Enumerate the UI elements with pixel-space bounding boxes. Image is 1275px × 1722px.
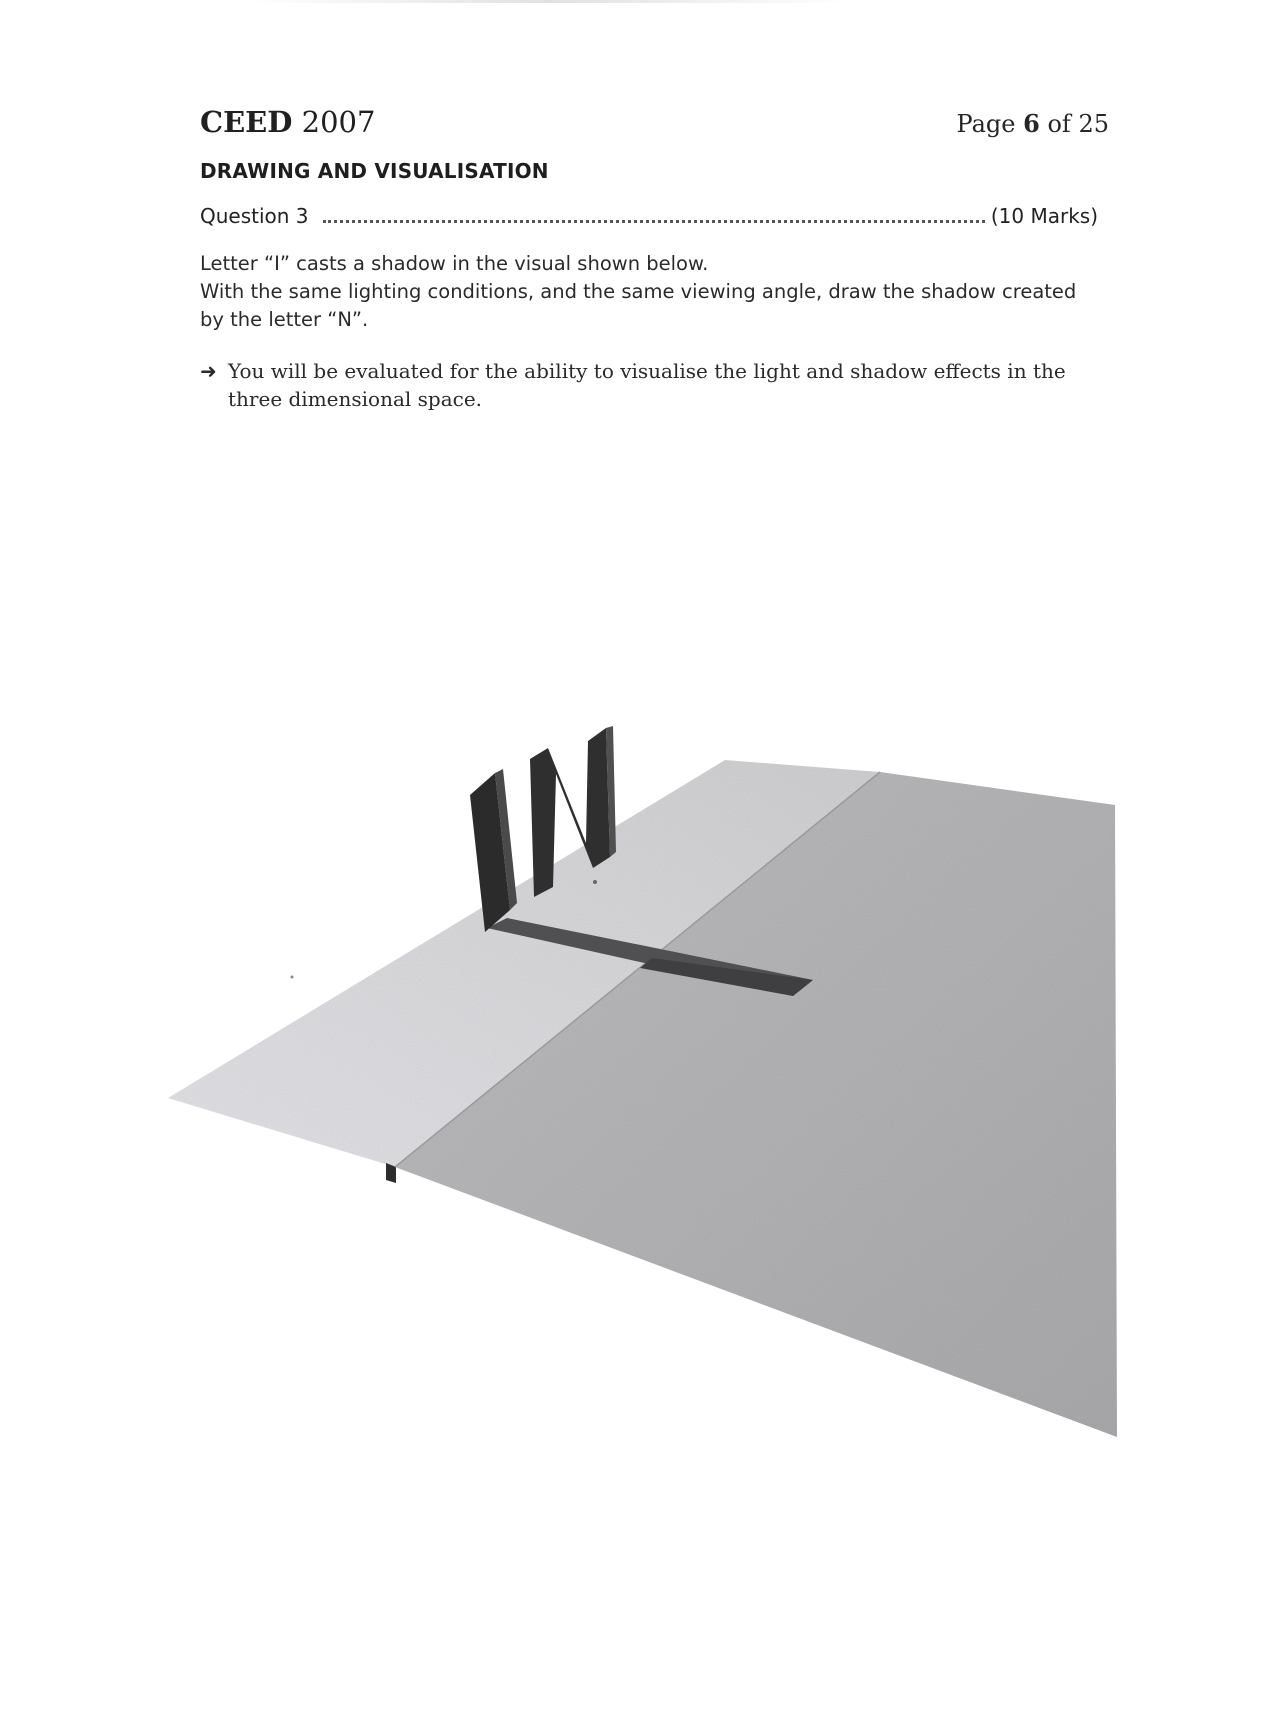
page-number: 6 (1023, 109, 1040, 138)
instruction-line: With the same lighting conditions, and the same viewing angle, draw the shadow created by the letter “N”. (200, 280, 1077, 331)
exam-year: 2007 (301, 105, 376, 139)
scan-artifact (250, 0, 850, 3)
evaluation-note (200, 357, 1100, 413)
letter-n-side (606, 726, 616, 857)
lower-ground-plane (395, 772, 1117, 1437)
stray-dot (593, 880, 597, 884)
letter-i (470, 773, 510, 932)
right-arrow-icon: ➜ (200, 359, 217, 383)
section-title: DRAWING AND VISUALISATION (200, 159, 549, 183)
step-edge-line (395, 772, 880, 1167)
page-mid: of (1047, 110, 1071, 138)
page-total: 25 (1078, 110, 1109, 138)
note-line-1: You will be evaluated for the ability to visualise the light and shadow effects in the (228, 359, 1066, 383)
exam-code: CEED (200, 105, 293, 139)
stray-dot (291, 976, 294, 979)
letter-i-shadow (487, 918, 813, 996)
question-header (200, 199, 1098, 229)
upper-ground-plane (168, 760, 880, 1167)
page-prefix: Page (956, 110, 1016, 138)
letter-n (530, 728, 610, 897)
page-indicator (957, 108, 1109, 140)
question-label: Question 3 (200, 204, 309, 228)
instruction-line: Letter “I” casts a shadow in the visual shown below. (200, 252, 709, 275)
letter-i-shadow-lower (640, 958, 813, 996)
note-line-2: three dimensional space. (228, 387, 483, 411)
exam-title (200, 104, 375, 140)
question-instructions (200, 250, 1100, 334)
step-edge (386, 1163, 396, 1183)
dotted-leader (323, 217, 985, 223)
question-marks: (10 Marks) (990, 204, 1098, 228)
letter-i-side (495, 769, 517, 910)
